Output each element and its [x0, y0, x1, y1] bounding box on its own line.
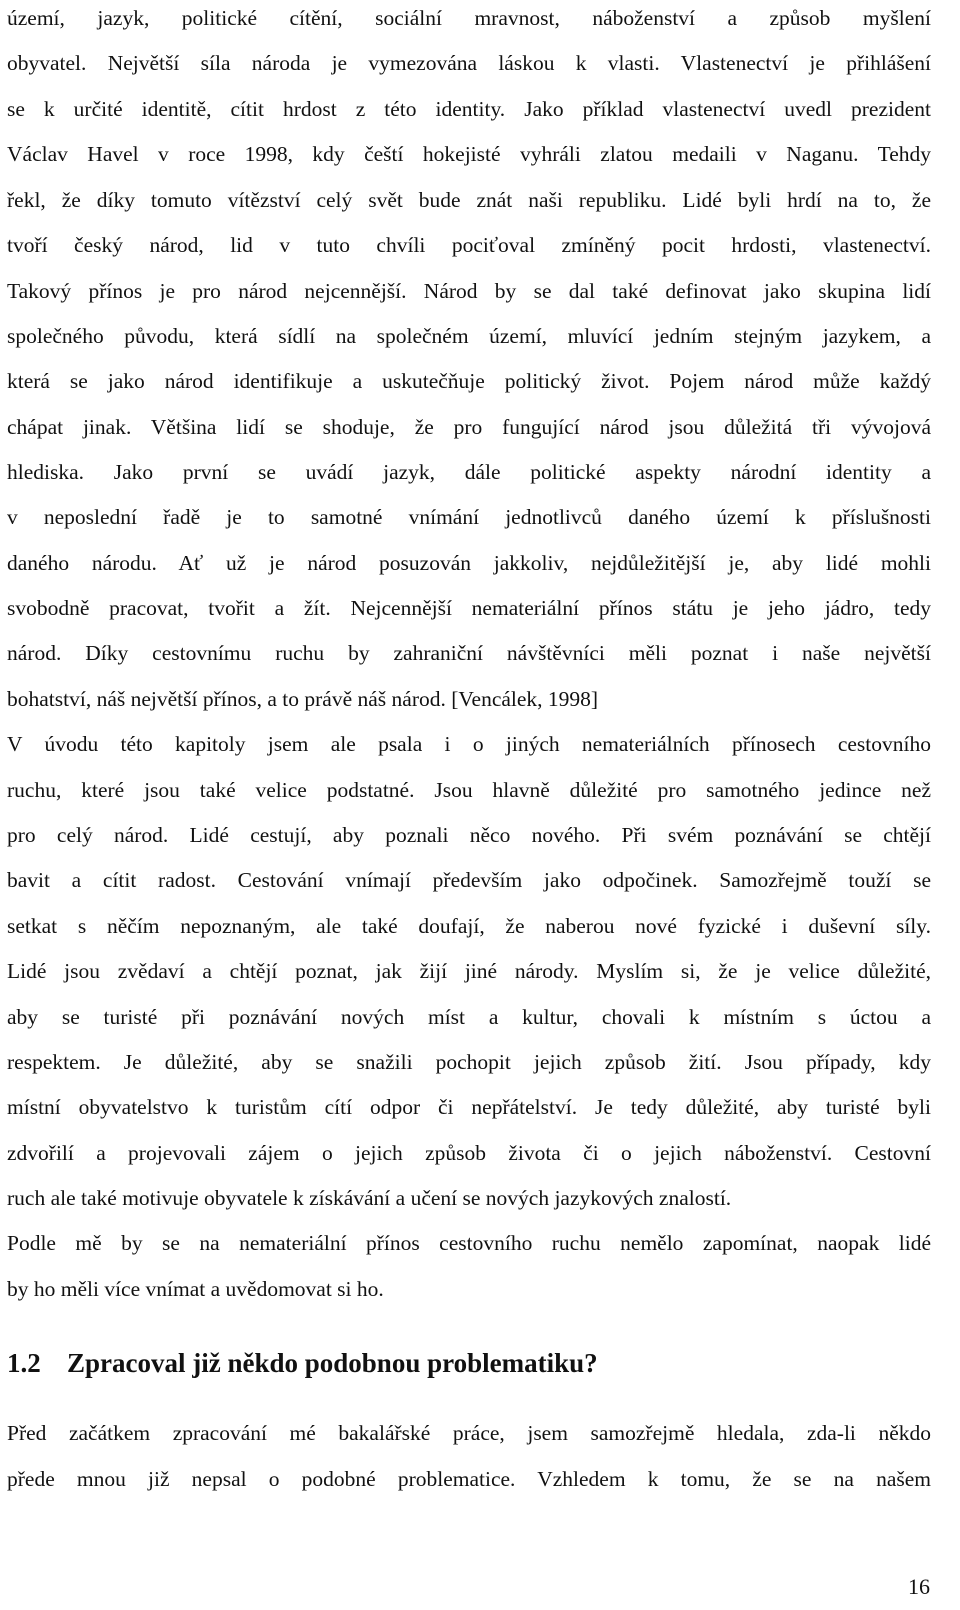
text-line: chápat jinak. Většina lidí se shoduje, že pro fungující národ jsou důležitá tři vývojová	[7, 415, 931, 439]
text-line: která se jako národ identifikuje a uskutečňuje politický život. Pojem národ může každý	[7, 369, 931, 393]
text-line: společného původu, která sídlí na společném území, mluvící jedním stejným jazykem, a	[7, 324, 931, 348]
text-line: Václav Havel v roce 1998, kdy čeští hokejisté vyhráli zlatou medaili v Naganu. Tehdy	[7, 142, 931, 166]
text-line: národ. Díky cestovnímu ruchu by zahraniční návštěvníci měli poznat i naše největší	[7, 641, 931, 665]
text-line: území, jazyk, politické cítění, sociální mravnost, náboženství a způsob myšlení	[7, 6, 931, 30]
text-line: by ho měli více vnímat a uvědomovat si ho.	[7, 1277, 384, 1301]
text-line: se k určité identitě, cítit hrdost z této identity. Jako příklad vlastenectví uvedl prezident	[7, 97, 931, 121]
text-line: Podle mě by se na nemateriální přínos cestovního ruchu nemělo zapomínat, naopak lidé	[7, 1231, 931, 1255]
text-line: ruchu, které jsou také velice podstatné. Jsou hlavně důležité pro samotného jedince než	[7, 778, 931, 802]
text-line: setkat s něčím nepoznaným, ale také doufají, že naberou nové fyzické i duševní síly.	[7, 914, 931, 938]
text-line: místní obyvatelstvo k turistům cítí odpor či nepřátelství. Je tedy důležité, aby turisté byli	[7, 1095, 931, 1119]
text-line: bavit a cítit radost. Cestování vnímají především jako odpočinek. Samozřejmě touží se	[7, 868, 931, 892]
text-line: v neposlední řadě je to samotné vnímání jednotlivců daného území k příslušnosti	[7, 505, 931, 529]
text-line: aby se turisté při poznávání nových míst a kultur, chovali k místním s úctou a	[7, 1005, 931, 1029]
section-heading	[7, 1345, 598, 1381]
text-line: respektem. Je důležité, aby se snažili pochopit jejich způsob žití. Jsou případy, kdy	[7, 1050, 931, 1074]
text-line: Před začátkem zpracování mé bakalářské práce, jsem samozřejmě hledala, zda-li někdo	[7, 1421, 931, 1445]
text-line: pro celý národ. Lidé cestují, aby poznali něco nového. Při svém poznávání se chtějí	[7, 823, 931, 847]
text-line: V úvodu této kapitoly jsem ale psala i o jiných nemateriálních přínosech cestovního	[7, 732, 931, 756]
text-line: obyvatel. Největší síla národa je vymezována láskou k vlasti. Vlastenectví je přihlášení	[7, 51, 931, 75]
text-line: daného národu. Ať už je národ posuzován jakkoliv, nejdůležitější je, aby lidé mohli	[7, 551, 931, 575]
text-line: ruch ale také motivuje obyvatele k získávání a učení se nových jazykových znalostí.	[7, 1186, 732, 1210]
text-line: svobodně pracovat, tvořit a žít. Nejcennější nemateriální přínos státu je jeho jádro, tedy	[7, 596, 931, 620]
page-number: 16	[908, 1574, 930, 1599]
text-line: Lidé jsou zvědaví a chtějí poznat, jak žijí jiné národy. Myslím si, že je velice důležité,	[7, 959, 931, 983]
section-title: Zpracoval již někdo podobnou problematiku?	[67, 1348, 598, 1378]
text-line: přede mnou již nepsal o podobné problematice. Vzhledem k tomu, že se na našem	[7, 1467, 931, 1491]
text-line: řekl, že díky tomuto vítězství celý svět bude znát naši republiku. Lidé byli hrdí na to, že	[7, 188, 931, 212]
text-line: bohatství, náš největší přínos, a to právě náš národ. [Vencálek, 1998]	[7, 687, 599, 711]
section-number: 1.2	[7, 1348, 41, 1378]
text-line: zdvořilí a projevovali zájem o jejich způsob života či o jejich náboženství. Cestovní	[7, 1141, 931, 1165]
text-line: tvoří český národ, lid v tuto chvíli pociťoval zmíněný pocit hrdosti, vlastenectví.	[7, 233, 931, 257]
text-line: hlediska. Jako první se uvádí jazyk, dále politické aspekty národní identity a	[7, 460, 931, 484]
text-line: Takový přínos je pro národ nejcennější. Národ by se dal také definovat jako skupina lidí	[7, 279, 931, 303]
